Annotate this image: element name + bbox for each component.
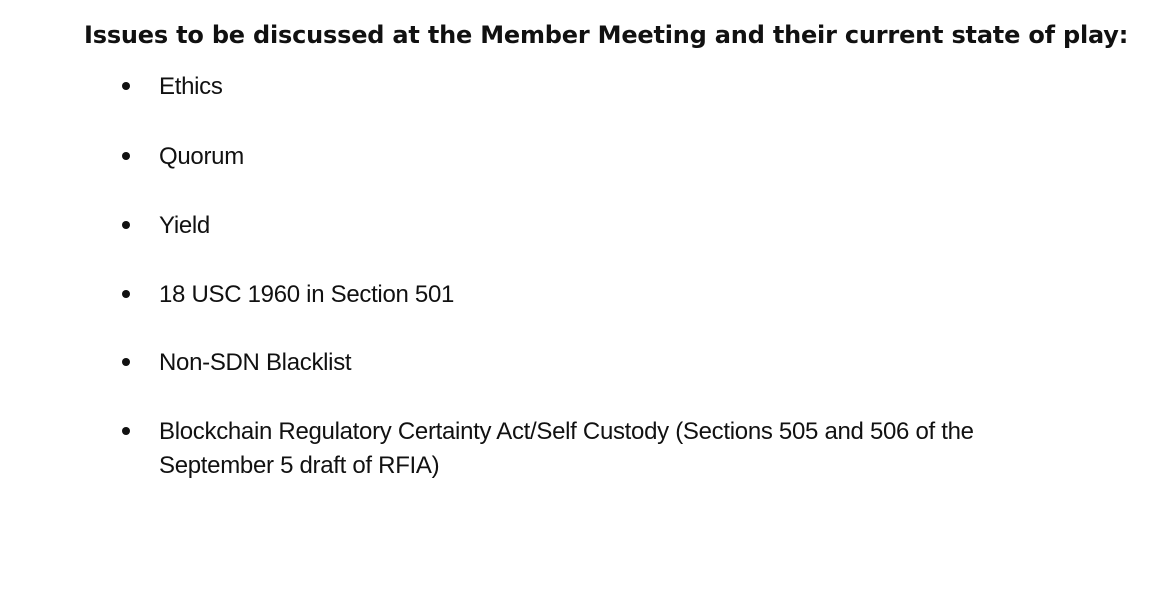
bullet-icon [120, 70, 132, 102]
list-item-text: Quorum [159, 143, 244, 170]
list-item-text: Yield [159, 212, 210, 239]
bullet-icon [120, 209, 132, 241]
list-item-text: Ethics [159, 73, 223, 100]
bullet-icon [120, 278, 132, 310]
bullet-icon [120, 140, 132, 172]
bullet-icon [120, 346, 132, 378]
list-item-text: Blockchain Regulatory Certainty Act/Self Custody (Sections 505 and 506 of the September 5 draft of RFIA) [159, 418, 974, 479]
list-item-text: 18 USC 1960 in Section 501 [159, 281, 455, 308]
list-item-text: Non-SDN Blacklist [159, 349, 352, 376]
document-heading: Issues to be discussed at the Member Meeting and their current state of play: [84, 21, 1129, 49]
bullet-icon [120, 415, 132, 447]
